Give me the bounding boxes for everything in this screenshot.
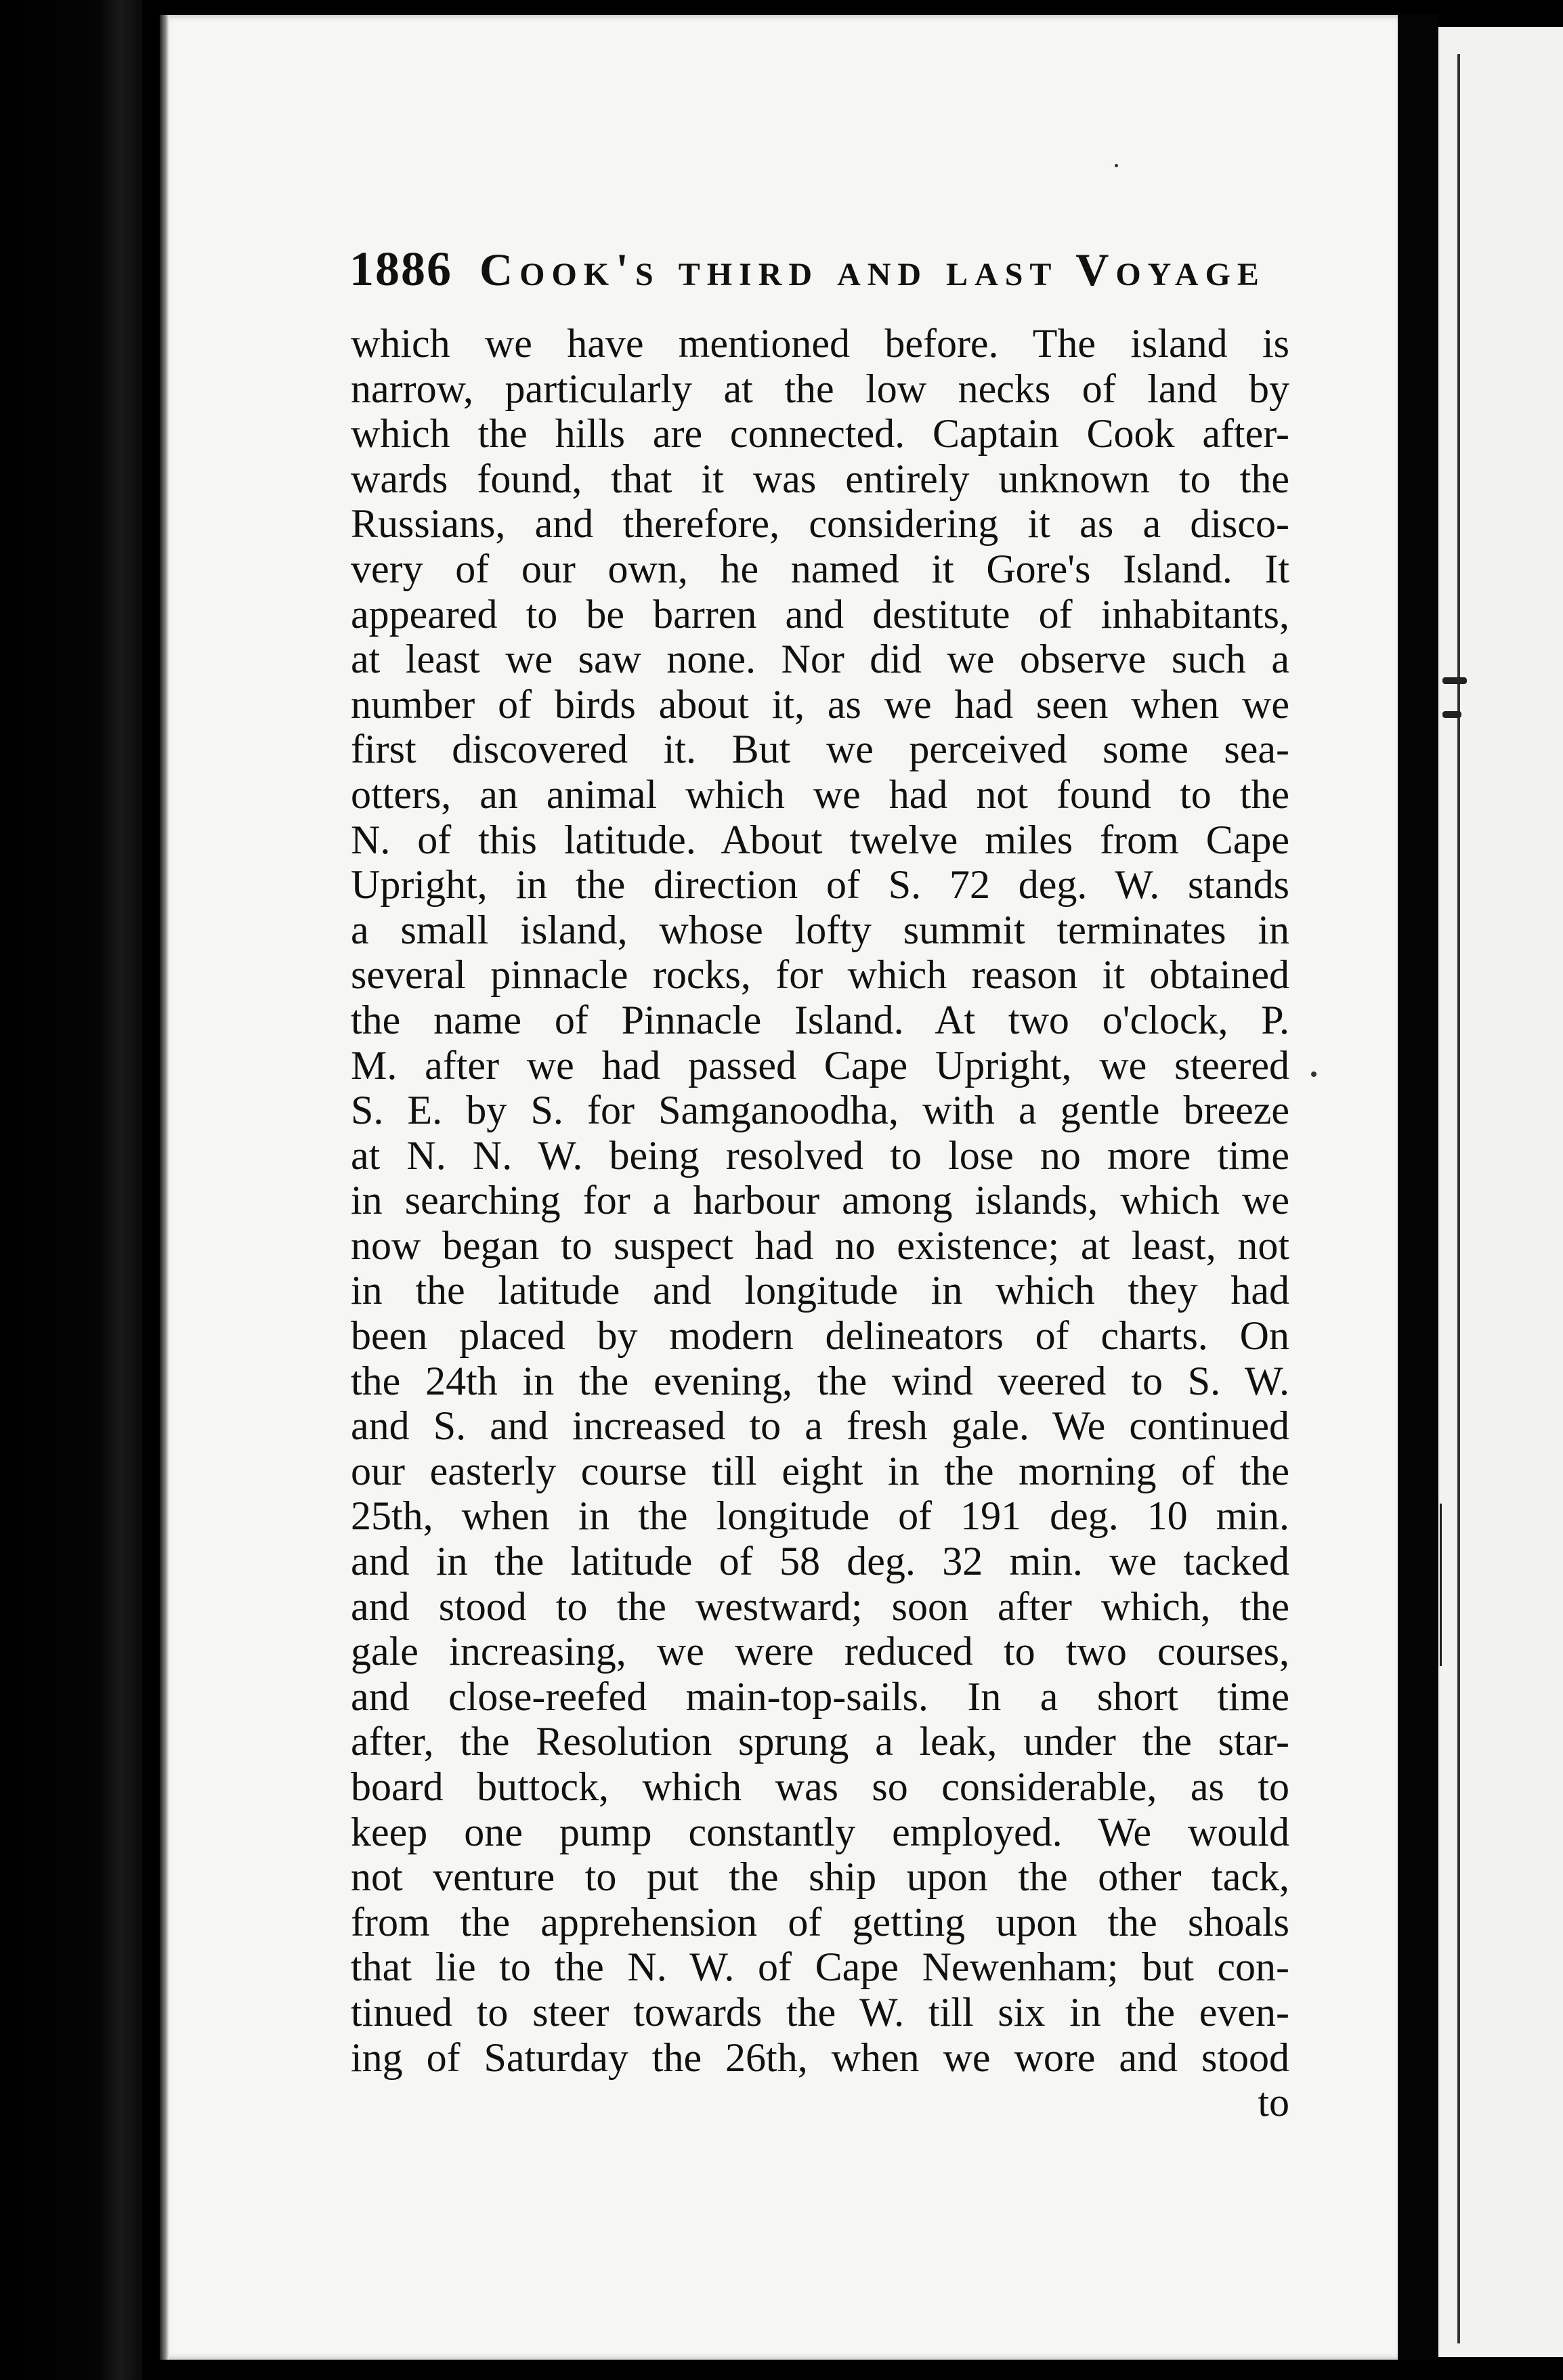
text-line: which we have mentioned before. The island is <box>351 321 1289 366</box>
text-line: which the hills are connected. Captain Cook after- <box>351 411 1289 456</box>
text-line: a small island, whose lofty summit terminates in <box>351 907 1289 952</box>
text-line: number of birds about it, as we had seen when we <box>351 681 1289 727</box>
text-line: wards found, that it was entirely unknown to the <box>351 456 1289 501</box>
facing-page-mark <box>1442 677 1467 684</box>
text-line: keep one pump constantly employed. We would <box>351 1809 1289 1854</box>
text-line: and close-reefed main-top-sails. In a short time <box>351 1674 1289 1719</box>
text-line: from the apprehension of getting upon the shoals <box>351 1899 1289 1945</box>
body-text <box>351 321 1289 2125</box>
text-line: and S. and increased to a fresh gale. We continued <box>351 1403 1289 1449</box>
text-line: in searching for a harbour among islands, which we <box>351 1178 1289 1223</box>
text-line: tinued to steer towards the W. till six in the even- <box>351 1989 1289 2035</box>
text-line: in the latitude and longitude in which they had <box>351 1268 1289 1313</box>
text-line: appeared to be barren and destitute of inhabitants, <box>351 591 1289 637</box>
text-line: M. after we had passed Cape Upright, we steered <box>351 1042 1289 1088</box>
catchword: to <box>1258 2080 1289 2125</box>
text-line: our easterly course till eight in the morning of the <box>351 1448 1289 1493</box>
text-line: otters, an animal which we had not found to the <box>351 771 1289 817</box>
text-line: Russians, and therefore, considering it as a disco- <box>351 501 1289 547</box>
text-line: the 24th in the evening, the wind veered to S. W. <box>351 1358 1289 1403</box>
text-line: narrow, particularly at the low necks of land by <box>351 366 1289 411</box>
page-number: 1886 <box>349 242 452 296</box>
text-line: been placed by modern delineators of charts. On <box>351 1313 1289 1359</box>
page-gutter <box>1398 15 1438 2360</box>
text-line: board buttock, which was so considerable, as to <box>351 1764 1289 1809</box>
facing-page-rule <box>1440 1504 1442 1666</box>
text-line: N. of this latitude. About twelve miles from Cape <box>351 817 1289 862</box>
text-line: at least we saw none. Nor did we observe such a <box>351 637 1289 682</box>
running-head: Cook's third and last Voyage <box>479 244 1266 295</box>
text-line: Upright, in the direction of S. 72 deg. W. stands <box>351 862 1289 908</box>
facing-page-mark <box>1442 711 1461 718</box>
page-header <box>349 241 1291 302</box>
text-line: now began to suspect had no existence; at least, not <box>351 1223 1289 1268</box>
text-line: S. E. by S. for Samganoodha, with a gentle breeze <box>351 1088 1289 1133</box>
text-line: several pinnacle rocks, for which reason it obtained <box>351 952 1289 998</box>
text-line: that lie to the N. W. of Cape Newenham; but con- <box>351 1945 1289 1990</box>
text-line: very of our own, he named it Gore's Island. It <box>351 546 1289 591</box>
text-line: not venture to put the ship upon the other tack, <box>351 1854 1289 1900</box>
text-line: the name of Pinnacle Island. At two o'clock, P. <box>351 997 1289 1042</box>
text-line: 25th, when in the longitude of 191 deg. 10 min. <box>351 1493 1289 1539</box>
text-line: at N. N. W. being resolved to lose no more time <box>351 1132 1289 1178</box>
text-line: gale increasing, we were reduced to two courses, <box>351 1629 1289 1674</box>
text-line: and in the latitude of 58 deg. 32 min. we tacked <box>351 1539 1289 1584</box>
book-binding-left <box>0 0 142 2380</box>
text-line: first discovered it. But we perceived some sea- <box>351 727 1289 772</box>
text-line: ing of Saturday the 26th, when we wore and stood <box>351 2035 1289 2080</box>
text-line: after, the Resolution sprung a leak, under the star- <box>351 1719 1289 1764</box>
facing-page-shadow <box>1457 54 1460 2343</box>
facing-page-edge <box>1438 27 1563 2357</box>
text-line: and stood to the westward; soon after which, the <box>351 1584 1289 1629</box>
